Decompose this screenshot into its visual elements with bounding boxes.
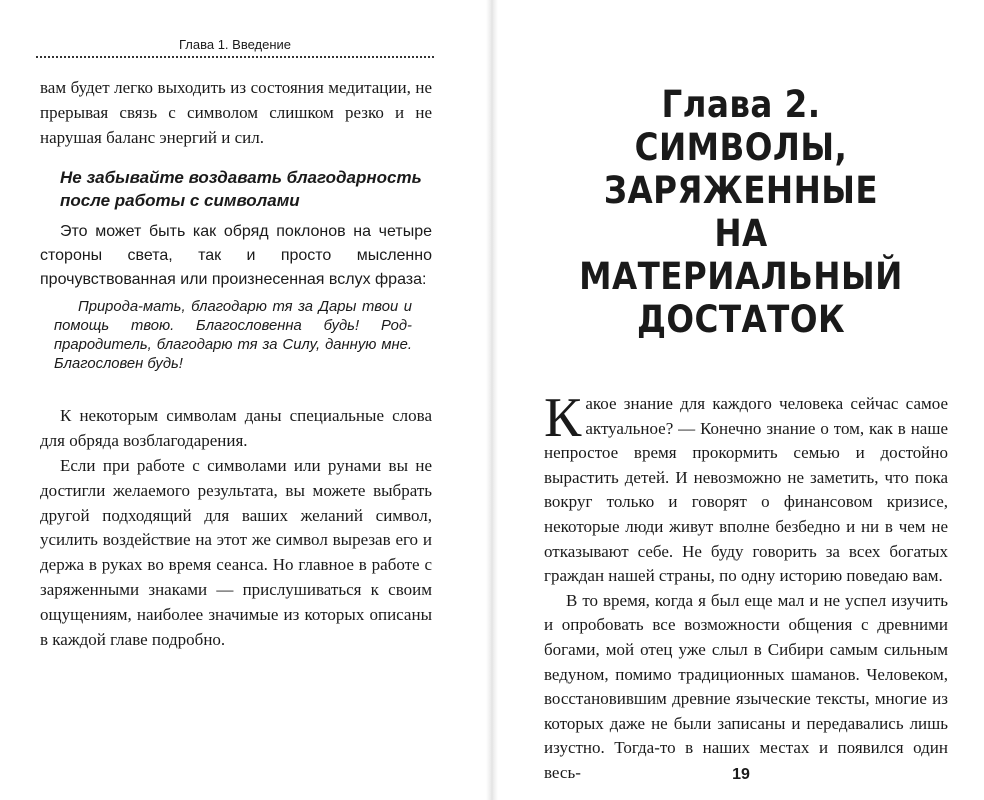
book-gutter <box>486 0 498 800</box>
intro-paragraph: Это может быть как обряд поклонов на четыре стороны света, так и просто мысленно прочувствованная или произнесенная вслух фраза: <box>40 223 432 289</box>
continuation-paragraph: вам будет легко выходить из состояния медитации, не прерывая связь с символом слишком резко и не нарушая баланс энергий и сил. <box>40 78 432 147</box>
left-text-column <box>40 76 432 652</box>
opening-paragraph-text: акое знание для каждого человека сейчас самое актуальное? — Конечно знание о том, как в наше непростое время прокормить семью и достойно вырастить детей. И невозможно не заметить, что пока вокруг только и говорят о финансовом кризисе, некоторые люди живут вполне безбедно и ни в чем не отказывают себе. Не буду говорить за всех богатых граждан нашей страны, по одну историю поведаю вам. <box>544 394 948 586</box>
title-line-4: ДОСТАТОК <box>636 298 846 341</box>
paragraph-advice: Если при работе с символами или рунами вы не достигли желаемого результата, вы можете выбрать другой подходящий для ваших желаний символ, усилить воздействие на этот же символ вырезав его и держа в руках во время сеанса. Но главное в работе с заряженными знаками — прислушиваться к своим ощущениям, наиболее значимые из которых описаны в каждой главе подробно. <box>40 455 432 649</box>
gratitude-quote <box>54 298 432 374</box>
page-number: 19 <box>732 766 750 783</box>
story-paragraph: В то время, когда я был еще мал и не успел изучить и опробовать все возможности общения с древними богами, мой отец уже слыл в Сибири самым сильным ведуном, помимо традиционных шаманов. Человеком, восстановившим древние языческие тексты, многие из которых даже не были записаны и передавались лишь изустно. Тогда-то в наших местах и появился один весь- <box>544 590 948 782</box>
chapter-title <box>554 83 929 341</box>
quote-text: Природа-мать, благодарю тя за Дары твои и помощь твою. Благословенна будь! Род-прародитель, благодарю тя за Силу, данную мне. Благословен будь! <box>54 299 412 373</box>
title-line-2: ЗАРЯЖЕННЫЕ <box>603 169 879 212</box>
paragraph-thanksgiving: К некоторым символам даны специальные слова для обряда возблагодарения. <box>40 406 432 451</box>
title-line-3: НА МАТЕРИАЛЬНЫЙ <box>579 212 903 298</box>
left-page <box>0 0 486 800</box>
right-page <box>498 0 984 800</box>
drop-cap: К <box>544 387 582 449</box>
section-subheading: Не забывайте воздавать благодарность после работы с символами <box>60 168 422 211</box>
header-dotted-rule <box>36 56 434 58</box>
running-head: Глава 1. Введение <box>178 37 292 52</box>
chapter-label: Глава 2. <box>661 83 821 126</box>
opening-paragraph <box>544 387 948 589</box>
title-line-1: СИМВОЛЫ, <box>634 126 848 169</box>
paragraph-gap <box>40 374 432 404</box>
right-text-column <box>544 387 948 786</box>
